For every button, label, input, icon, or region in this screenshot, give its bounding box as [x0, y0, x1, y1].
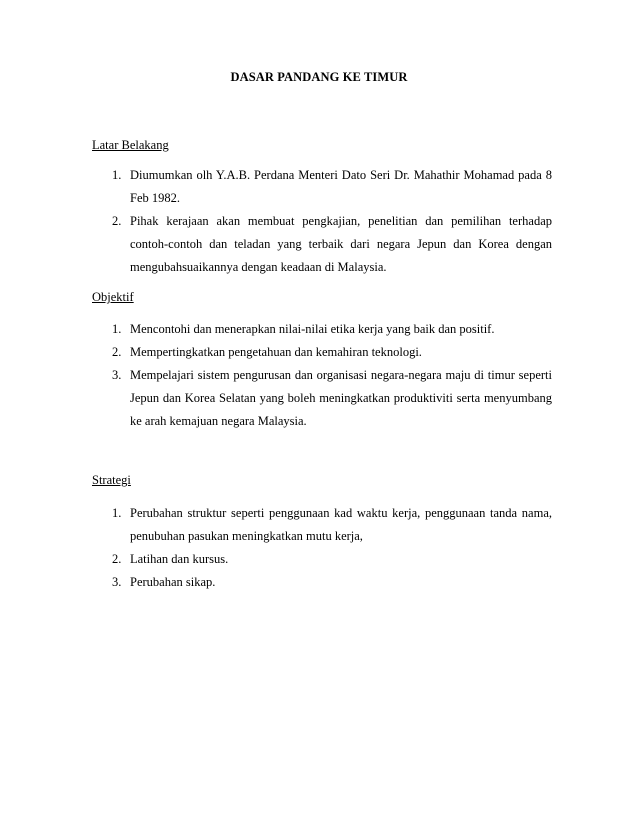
numbered-list	[92, 502, 552, 594]
list-item-text: Latihan dan kursus.	[130, 552, 229, 566]
list-item-number: 1.	[112, 168, 122, 182]
list-item-text: Perubahan struktur seperti penggunaan kad waktu kerja, penggunaan tanda nama, penubuhan pasukan meningkatkan mutu kerja,	[130, 506, 552, 543]
list-item	[92, 341, 552, 364]
list-item-text: Mempertingkatkan pengetahuan dan kemahiran teknologi.	[130, 345, 422, 359]
section-heading: Latar Belakang	[92, 138, 169, 152]
list-item-text: Perubahan sikap.	[130, 575, 216, 589]
list-item	[92, 548, 552, 571]
list-item-number: 2.	[112, 552, 122, 566]
list-item-number: 1.	[112, 506, 122, 520]
document-title: DASAR PANDANG KE TIMUR	[230, 70, 408, 84]
list-item	[92, 364, 552, 433]
list-item	[92, 571, 552, 594]
list-item-text: Diumumkan olh Y.A.B. Perdana Menteri Dato Seri Dr. Mahathir Mohamad pada 8 Feb 1982.	[130, 168, 552, 205]
list-item-number: 2.	[112, 214, 122, 228]
list-item-text: Pihak kerajaan akan membuat pengkajian, penelitian dan pemilihan terhadap contoh-contoh dan teladan yang terbaik dari negara Jepun dan Korea dengan mengubahsuaikannya dengan keadaan di Malaysia.	[130, 214, 552, 274]
list-item-number: 3.	[112, 368, 122, 382]
list-item	[92, 502, 552, 548]
section-objektif	[92, 289, 552, 433]
list-item	[92, 164, 552, 210]
list-item-number: 1.	[112, 322, 122, 336]
section-heading: Objektif	[92, 290, 134, 304]
list-item-text: Mempelajari sistem pengurusan dan organisasi negara-negara maju di timur seperti Jepun dan Korea Selatan yang boleh meningkatkan produktiviti serta menyumbang ke arah kemajuan negara Malaysia.	[130, 368, 552, 428]
section-heading: Strategi	[92, 473, 131, 487]
numbered-list	[92, 164, 552, 279]
section-strategi	[92, 472, 552, 594]
numbered-list	[92, 318, 552, 433]
list-item-text: Mencontohi dan menerapkan nilai-nilai etika kerja yang baik dan positif.	[130, 322, 495, 336]
list-item-number: 3.	[112, 575, 122, 589]
section-latar-belakang	[92, 137, 552, 279]
list-item	[92, 318, 552, 341]
list-item	[92, 210, 552, 279]
list-item-number: 2.	[112, 345, 122, 359]
